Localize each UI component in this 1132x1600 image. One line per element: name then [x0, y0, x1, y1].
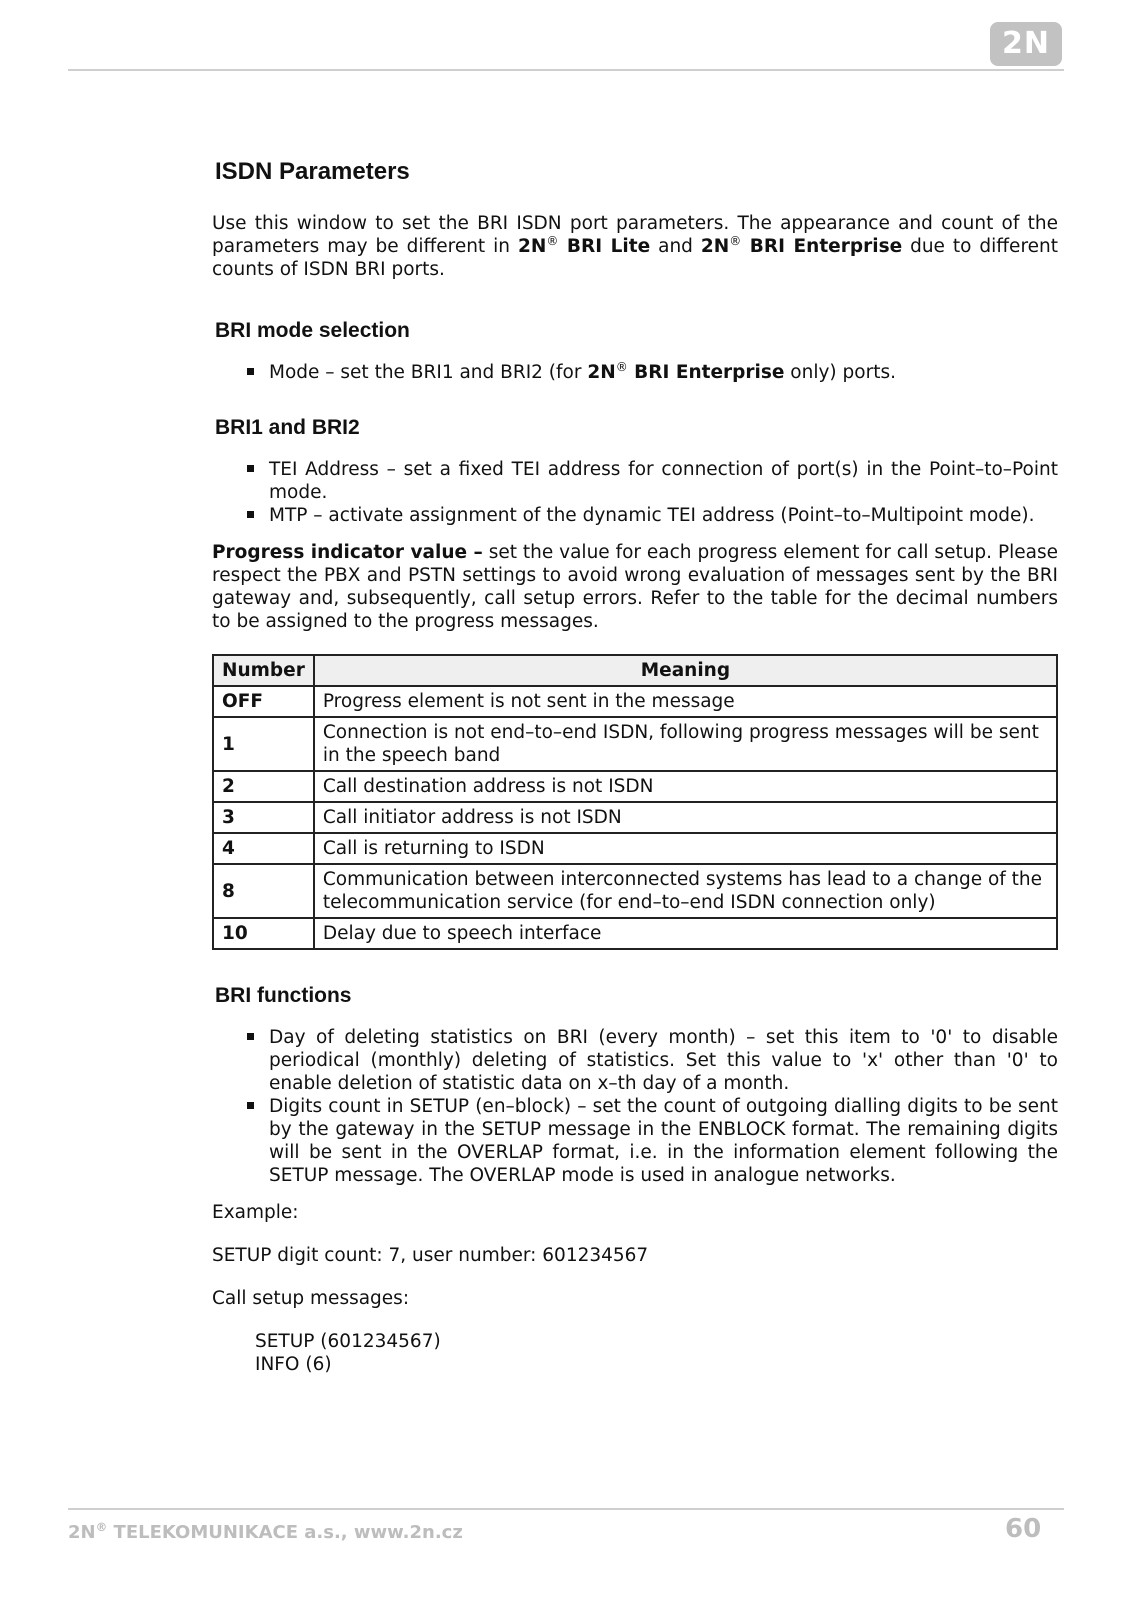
intro-paragraph: Use this window to set the BRI ISDN port parameters. The appearance and count of the parameters may be different in 2N® BRI Lite and 2N® BRI Enterprise due to different counts of ISDN BRI ports. [212, 213, 1058, 280]
2n-logo: 2N [990, 22, 1062, 66]
cell-number: 8 [213, 864, 314, 918]
page-number: 60 [1005, 1514, 1042, 1544]
cell-number: 1 [213, 717, 314, 771]
footer-divider [68, 1508, 1064, 1510]
table-row [213, 771, 1057, 802]
cell-number: 2 [213, 771, 314, 802]
call-setup-label: Call setup messages: [212, 1288, 410, 1309]
section-heading-bri-mode: BRI mode selection [215, 319, 410, 342]
cell-meaning: Communication between interconnected systems has lead to a change of the telecommunication service (for end–to–end ISDN connection only) [314, 864, 1057, 918]
example-line: SETUP digit count: 7, user number: 601234567 [212, 1245, 649, 1266]
list-item: Mode – set the BRI1 and BRI2 (for 2N® BRI Enterprise only) ports. [269, 361, 1058, 384]
table-row [213, 864, 1057, 918]
cell-meaning: Connection is not end–to–end ISDN, following progress messages will be sent in the speech band [314, 717, 1057, 771]
section-heading-bri-functions: BRI functions [215, 984, 352, 1007]
progress-indicator-paragraph: Progress indicator value – set the value for each progress element for call setup. Please respect the PBX and PSTN settings to avoid wrong evaluation of messages sent by the BRI gateway and, subsequently, call setup errors. Refer to the table for the decimal numbers to be assigned to the progress messages. [212, 542, 1058, 632]
list-item: Digits count in SETUP (en–block) – set the count of outgoing dialling digits to be sent by the gateway in the SETUP message in the ENBLOCK format. The remaining digits will be sent in the OVERLAP format, i.e. in the information element following the SETUP message. The OVERLAP mode is used in analogue networks. [269, 1096, 1058, 1186]
table-row [213, 833, 1057, 864]
section-bri1-bri2 [212, 416, 1058, 633]
section-bri-functions [212, 984, 1058, 1376]
cell-number: 3 [213, 802, 314, 833]
list-item: TEI Address – set a fixed TEI address for connection of port(s) in the Point–to–Point mode. [269, 459, 1058, 503]
example-label: Example: [212, 1202, 299, 1223]
cell-meaning: Delay due to speech interface [314, 918, 1057, 949]
code-line: SETUP (601234567) [255, 1331, 441, 1352]
cell-number: 10 [213, 918, 314, 949]
section-heading-bri1-bri2: BRI1 and BRI2 [215, 416, 360, 439]
column-header-meaning: Meaning [314, 655, 1057, 686]
page-content [212, 158, 1058, 1376]
page-title: ISDN Parameters [215, 158, 410, 185]
table-row [213, 717, 1057, 771]
table-row [213, 686, 1057, 717]
table-row [213, 802, 1057, 833]
header-divider [68, 69, 1064, 71]
cell-meaning: Call destination address is not ISDN [314, 771, 1057, 802]
column-header-number: Number [213, 655, 314, 686]
table-header-row [213, 655, 1057, 686]
cell-meaning: Call initiator address is not ISDN [314, 802, 1057, 833]
cell-meaning: Progress element is not sent in the message [314, 686, 1057, 717]
table-row [213, 918, 1057, 949]
cell-number: 4 [213, 833, 314, 864]
list-item: Day of deleting statistics on BRI (every month) – set this item to '0' to disable periodical (monthly) deleting of statistics. Set this value to 'x' other than '0' to enable deletion of statistic data on x–th day of a month. [269, 1027, 1058, 1094]
code-line: INFO (6) [255, 1354, 332, 1375]
footer-company: 2N® TELEKOMUNIKACE a.s., www.2n.cz [68, 1520, 463, 1543]
cell-number: OFF [213, 686, 314, 717]
section-bri-mode [212, 319, 1058, 384]
cell-meaning: Call is returning to ISDN [314, 833, 1057, 864]
list-item: MTP – activate assignment of the dynamic TEI address (Point–to–Multipoint mode). [269, 504, 1058, 527]
progress-values-table [212, 654, 1058, 950]
